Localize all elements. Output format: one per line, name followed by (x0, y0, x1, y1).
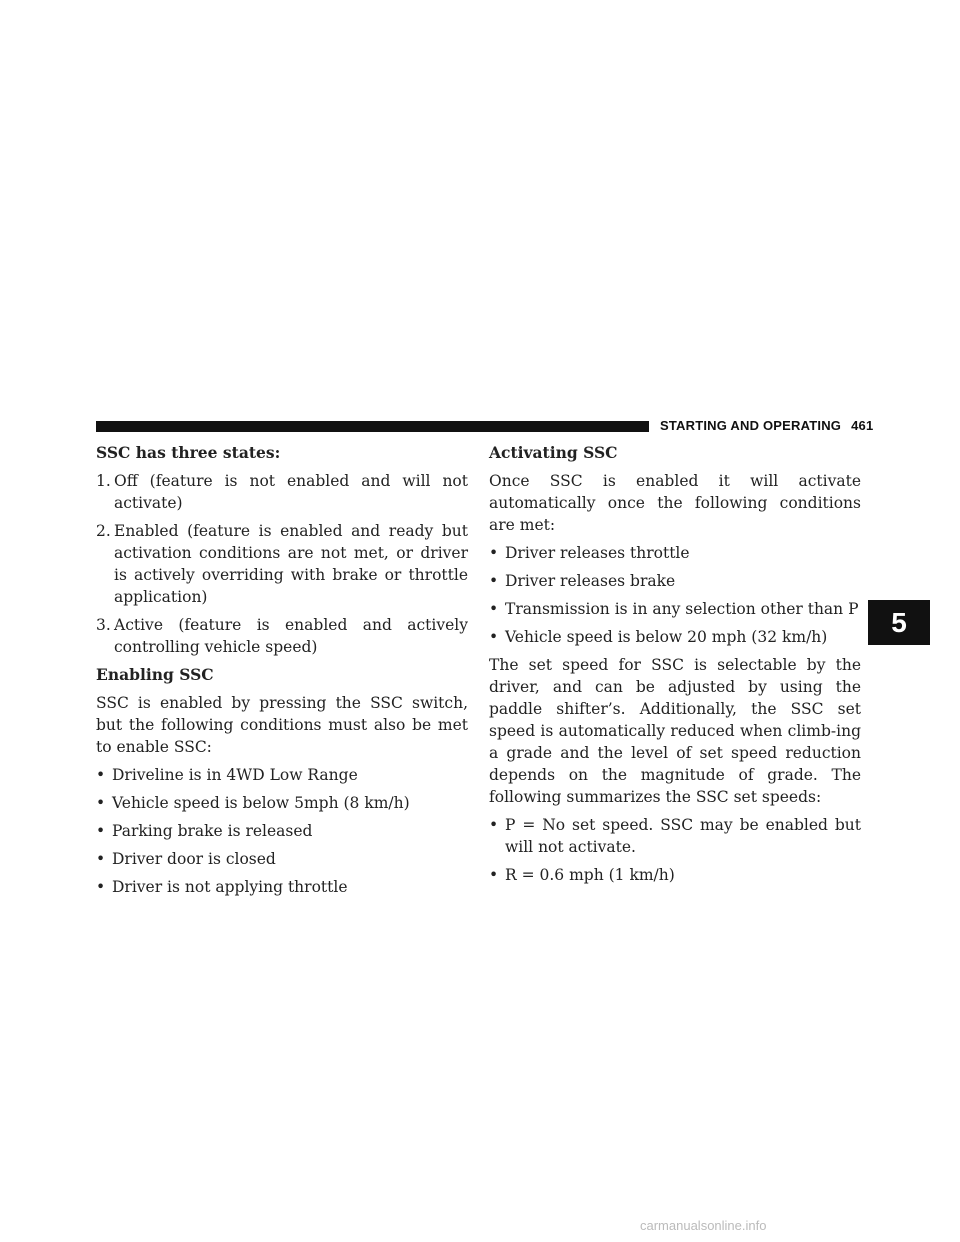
state-item (96, 470, 468, 514)
list-item-text: Driver releases throttle (505, 544, 690, 562)
bullet-icon: • (489, 628, 499, 646)
bullet-icon: • (489, 572, 499, 590)
section-title: STARTING AND OPERATING (660, 418, 842, 433)
state-text: Off (feature is not enabled and will not activate) (114, 472, 468, 512)
list-item-text: R = 0.6 mph (1 km/h) (505, 866, 675, 884)
list-item (96, 848, 468, 870)
state-number: 1. (96, 472, 111, 490)
enabling-list (96, 764, 468, 898)
list-item-text: Driveline is in 4WD Low Range (112, 766, 358, 784)
bullet-icon: • (96, 850, 106, 868)
list-item-text: Transmission is in any selection other than P (505, 600, 859, 618)
state-number: 3. (96, 616, 111, 634)
state-item (96, 520, 468, 608)
list-item (489, 626, 861, 648)
list-item (489, 542, 861, 564)
activating-list (489, 542, 861, 648)
activating-heading: Activating SSC (489, 443, 618, 462)
list-item (96, 876, 468, 898)
left-column (96, 442, 468, 904)
page-number: 461 (851, 418, 874, 433)
list-item-text: Parking brake is released (112, 822, 313, 840)
bullet-icon: • (489, 866, 499, 884)
list-item-text: Driver is not applying throttle (112, 878, 348, 896)
enabling-heading: Enabling SSC (96, 665, 214, 684)
state-item (96, 614, 468, 658)
bullet-icon: • (96, 794, 106, 812)
list-item-text: Vehicle speed is below 20 mph (32 km/h) (505, 628, 828, 646)
list-item (489, 598, 861, 620)
bullet-icon: • (489, 816, 499, 834)
enabling-intro: SSC is enabled by pressing the SSC switch, but the following conditions must also be met to enable SSC: (96, 694, 468, 756)
list-item-text: Driver door is closed (112, 850, 276, 868)
list-item-text: Vehicle speed is below 5mph (8 km/h) (112, 794, 410, 812)
state-text: Active (feature is enabled and actively controlling vehicle speed) (114, 616, 468, 656)
list-item (96, 820, 468, 842)
header-rule (96, 421, 649, 432)
bullet-icon: • (489, 600, 499, 618)
states-heading: SSC has three states: (96, 443, 281, 462)
bullet-icon: • (96, 878, 106, 896)
running-header (660, 418, 873, 433)
set-speed-list (489, 814, 861, 886)
bullet-icon: • (489, 544, 499, 562)
list-item (96, 764, 468, 786)
state-number: 2. (96, 522, 111, 540)
bullet-icon: • (96, 766, 106, 784)
list-item-text: P = No set speed. SSC may be enabled but will not activate. (505, 816, 861, 856)
set-speed-paragraph: The set speed for SSC is selectable by the driver, and can be adjusted by using the paddle shifter’s. Additionally, the SSC set speed is automatically reduced when climb-ing a grade and the level of set speed reduction depends on the magnitude of grade. The following summarizes the SSC set speeds: (489, 656, 861, 806)
right-column (489, 442, 861, 892)
list-item (489, 814, 861, 858)
list-item (96, 792, 468, 814)
list-item (489, 570, 861, 592)
state-text: Enabled (feature is enabled and ready but activation conditions are not met, or driver is actively overriding with brake or throttle application) (114, 522, 468, 606)
bullet-icon: • (96, 822, 106, 840)
list-item (489, 864, 861, 886)
chapter-tab: 5 (868, 600, 930, 645)
list-item-text: Driver releases brake (505, 572, 676, 590)
watermark: carmanualsonline.info (640, 1218, 767, 1233)
activating-intro: Once SSC is enabled it will activate automatically once the following conditions are met: (489, 472, 861, 534)
